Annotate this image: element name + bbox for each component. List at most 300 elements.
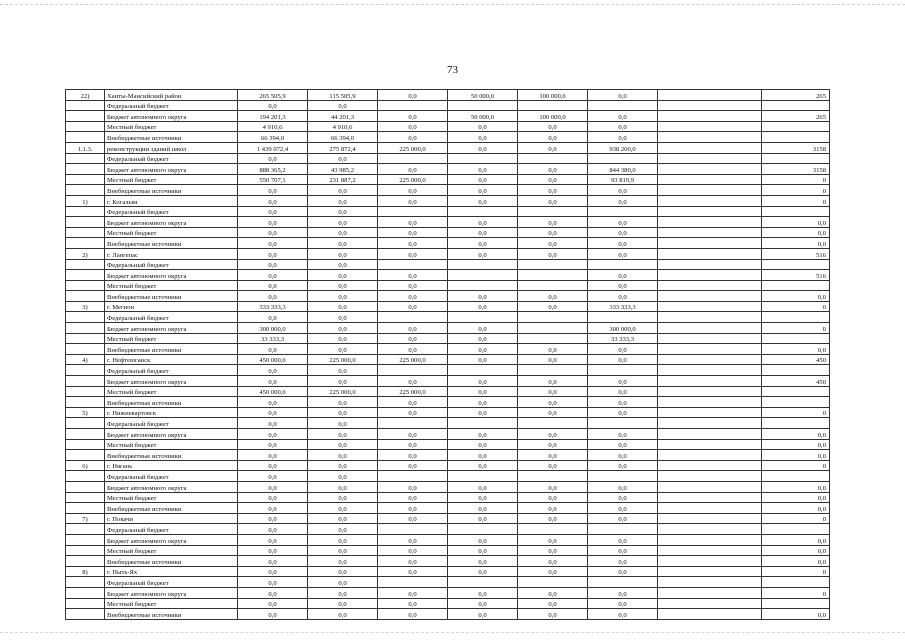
value-cell: 0,0 [448, 439, 518, 450]
value-cell: 0,0 [448, 450, 518, 461]
row-index-cell [66, 386, 105, 397]
value-cell: 0,0 [238, 238, 308, 249]
row-index-cell [66, 577, 105, 588]
value-cell [448, 524, 518, 535]
row-index-cell [66, 450, 105, 461]
value-cell: 0,0 [378, 280, 448, 291]
empty-cell [658, 174, 762, 185]
value-cell: 0,0 [588, 460, 658, 471]
value-cell: 0,0 [588, 566, 658, 577]
value-cell [378, 100, 448, 111]
empty-cell [658, 471, 762, 482]
value-cell: 0,0 [588, 545, 658, 556]
value-cell: 0,0 [448, 397, 518, 408]
last-value-cell [762, 100, 830, 111]
row-name-cell: Местный бюджет [105, 333, 238, 344]
empty-cell [658, 132, 762, 143]
row-name-cell: Местный бюджет [105, 545, 238, 556]
row-name-cell: Местный бюджет [105, 227, 238, 238]
value-cell: 0,0 [518, 609, 588, 620]
row-index-cell [66, 333, 105, 344]
empty-cell [658, 259, 762, 270]
last-value-cell [762, 365, 830, 376]
value-cell [378, 206, 448, 217]
row-name-cell: Федеральный бюджет [105, 418, 238, 429]
value-cell: 0,0 [588, 386, 658, 397]
value-cell: 0,0 [588, 132, 658, 143]
value-cell: 43 985,2 [308, 164, 378, 175]
value-cell: 0,0 [238, 312, 308, 323]
value-cell: 0,0 [448, 354, 518, 365]
value-cell: 0,0 [238, 185, 308, 196]
value-cell [588, 206, 658, 217]
value-cell [588, 153, 658, 164]
value-cell: 0,0 [518, 492, 588, 503]
value-cell: 0,0 [238, 429, 308, 440]
value-cell: 0,0 [518, 238, 588, 249]
value-cell: 0,0 [308, 460, 378, 471]
value-cell: 0,0 [238, 577, 308, 588]
row-index-cell [66, 503, 105, 514]
empty-cell [658, 100, 762, 111]
row-name-cell: Бюджет автономного округа [105, 534, 238, 545]
row-name-cell: Внебюджетные источники [105, 132, 238, 143]
value-cell: 0,0 [518, 386, 588, 397]
last-value-cell [762, 153, 830, 164]
row-name-cell: Внебюджетные источники [105, 397, 238, 408]
value-cell: 0,0 [448, 492, 518, 503]
value-cell: 0,0 [238, 407, 308, 418]
value-cell [518, 100, 588, 111]
row-index-cell: 8) [66, 566, 105, 577]
value-cell: 0,0 [588, 185, 658, 196]
value-cell: 0,0 [448, 386, 518, 397]
value-cell: 0,0 [308, 195, 378, 206]
budget-table [65, 89, 830, 620]
value-cell: 0,0 [378, 301, 448, 312]
value-cell: 0,0 [238, 195, 308, 206]
page-number: 73 [447, 64, 458, 76]
last-value-cell: 0,0 [762, 227, 830, 238]
row-name-cell: Внебюджетные источники [105, 185, 238, 196]
value-cell: 0,0 [238, 418, 308, 429]
value-cell [448, 471, 518, 482]
table-row [66, 354, 830, 365]
row-name-cell: Федеральный бюджет [105, 259, 238, 270]
value-cell [518, 333, 588, 344]
value-cell: 0,0 [588, 121, 658, 132]
value-cell: 100 000,0 [518, 111, 588, 122]
value-cell: 0,0 [518, 397, 588, 408]
row-name-cell: Бюджет автономного округа [105, 323, 238, 334]
value-cell: 0,0 [378, 217, 448, 228]
value-cell [378, 153, 448, 164]
empty-cell [658, 609, 762, 620]
table-row [66, 386, 830, 397]
row-index-cell [66, 365, 105, 376]
table-row [66, 185, 830, 196]
value-cell: 0,0 [448, 376, 518, 387]
value-cell: 0,0 [308, 259, 378, 270]
last-value-cell: 0 [762, 513, 830, 524]
row-name-cell: Федеральный бюджет [105, 524, 238, 535]
value-cell: 0,0 [308, 450, 378, 461]
value-cell: 0,0 [448, 333, 518, 344]
value-cell: 0,0 [308, 397, 378, 408]
row-index-cell: 2) [66, 248, 105, 259]
last-value-cell [762, 333, 830, 344]
value-cell: 50 000,0 [448, 90, 518, 101]
row-name-cell: Федеральный бюджет [105, 206, 238, 217]
table-row [66, 587, 830, 598]
table-row [66, 217, 830, 228]
last-value-cell [762, 132, 830, 143]
empty-cell [658, 270, 762, 281]
value-cell: 0,0 [238, 598, 308, 609]
last-value-cell [762, 524, 830, 535]
value-cell [518, 418, 588, 429]
table-row [66, 121, 830, 132]
value-cell [518, 471, 588, 482]
value-cell: 0,0 [238, 460, 308, 471]
value-cell: 0,0 [308, 100, 378, 111]
last-value-cell [762, 312, 830, 323]
last-value-cell: 0,0 [762, 217, 830, 228]
value-cell: 0,0 [378, 227, 448, 238]
value-cell: 0,0 [588, 397, 658, 408]
last-value-cell [762, 397, 830, 408]
value-cell: 1 439 072,4 [238, 142, 308, 153]
row-name-cell: г. Когалым [105, 195, 238, 206]
table-row [66, 301, 830, 312]
value-cell: 0,0 [378, 566, 448, 577]
value-cell: 265 505,9 [238, 90, 308, 101]
row-index-cell [66, 100, 105, 111]
value-cell: 0,0 [308, 323, 378, 334]
value-cell: 0,0 [308, 481, 378, 492]
empty-cell [658, 195, 762, 206]
value-cell: 0,0 [378, 185, 448, 196]
value-cell [588, 259, 658, 270]
row-name-cell: Внебюджетные источники [105, 556, 238, 567]
empty-cell [658, 407, 762, 418]
value-cell: 0,0 [378, 545, 448, 556]
value-cell: 0,0 [238, 556, 308, 567]
value-cell: 0,0 [238, 344, 308, 355]
value-cell: 0,0 [378, 333, 448, 344]
row-name-cell: Федеральный бюджет [105, 100, 238, 111]
row-index-cell [66, 481, 105, 492]
last-value-cell: 0,0 [762, 344, 830, 355]
empty-cell [658, 587, 762, 598]
last-value-cell: 3158 [762, 142, 830, 153]
value-cell: 0,0 [448, 185, 518, 196]
row-name-cell: Федеральный бюджет [105, 577, 238, 588]
value-cell: 0,0 [518, 185, 588, 196]
value-cell: 0,0 [448, 174, 518, 185]
table-row [66, 376, 830, 387]
table-row [66, 439, 830, 450]
value-cell: 0,0 [308, 344, 378, 355]
table-row [66, 142, 830, 153]
value-cell: 0,0 [378, 439, 448, 450]
value-cell: 0,0 [238, 270, 308, 281]
value-cell [378, 524, 448, 535]
row-name-cell: Внебюджетные источники [105, 291, 238, 302]
last-value-cell: 0 [762, 407, 830, 418]
value-cell [518, 259, 588, 270]
row-index-cell [66, 174, 105, 185]
empty-cell [658, 524, 762, 535]
value-cell: 0,0 [308, 524, 378, 535]
row-index-cell [66, 439, 105, 450]
value-cell: 0,0 [518, 407, 588, 418]
value-cell: 0,0 [378, 534, 448, 545]
value-cell [378, 418, 448, 429]
value-cell: 4 910,6 [308, 121, 378, 132]
empty-cell [658, 429, 762, 440]
table-row [66, 450, 830, 461]
value-cell: 0,0 [588, 195, 658, 206]
value-cell: 0,0 [588, 598, 658, 609]
row-index-cell [66, 121, 105, 132]
value-cell [448, 280, 518, 291]
value-cell [378, 471, 448, 482]
empty-cell [658, 503, 762, 514]
empty-cell [658, 312, 762, 323]
value-cell: 0,0 [588, 513, 658, 524]
value-cell: 450 000,0 [238, 354, 308, 365]
value-cell: 0,0 [448, 164, 518, 175]
table-row [66, 132, 830, 143]
value-cell [518, 206, 588, 217]
value-cell: 0,0 [588, 291, 658, 302]
row-index-cell [66, 609, 105, 620]
value-cell: 0,0 [378, 397, 448, 408]
row-name-cell: Внебюджетные источники [105, 238, 238, 249]
last-value-cell [762, 418, 830, 429]
row-name-cell: г. Покачи [105, 513, 238, 524]
value-cell: 0,0 [448, 291, 518, 302]
value-cell: 0,0 [308, 206, 378, 217]
value-cell: 0,0 [448, 301, 518, 312]
empty-cell [658, 121, 762, 132]
table-row [66, 492, 830, 503]
value-cell: 0,0 [588, 439, 658, 450]
value-cell: 0,0 [378, 195, 448, 206]
empty-cell [658, 556, 762, 567]
row-name-cell: Бюджет автономного округа [105, 217, 238, 228]
empty-cell [658, 566, 762, 577]
last-value-cell: 0 [762, 301, 830, 312]
value-cell: 0,0 [588, 217, 658, 228]
value-cell [448, 206, 518, 217]
table-row [66, 418, 830, 429]
value-cell: 0,0 [308, 227, 378, 238]
value-cell: 0,0 [308, 280, 378, 291]
value-cell: 0,0 [518, 376, 588, 387]
value-cell: 0,0 [378, 90, 448, 101]
table-row [66, 566, 830, 577]
value-cell [448, 312, 518, 323]
row-index-cell [66, 132, 105, 143]
value-cell: 0,0 [448, 556, 518, 567]
row-name-cell: Местный бюджет [105, 492, 238, 503]
value-cell: 231 887,2 [308, 174, 378, 185]
row-name-cell: г. Нефтеюганск [105, 354, 238, 365]
value-cell: 0,0 [588, 534, 658, 545]
row-index-cell [66, 111, 105, 122]
value-cell [378, 365, 448, 376]
value-cell: 0,0 [518, 450, 588, 461]
value-cell: 225 000,0 [308, 354, 378, 365]
value-cell: 225 000,0 [378, 142, 448, 153]
value-cell [588, 471, 658, 482]
value-cell: 0,0 [448, 566, 518, 577]
value-cell: 93 819,9 [588, 174, 658, 185]
value-cell: 0,0 [308, 365, 378, 376]
value-cell [518, 280, 588, 291]
row-index-cell: 22) [66, 90, 105, 101]
value-cell: 0,0 [448, 503, 518, 514]
table-row [66, 259, 830, 270]
value-cell: 0,0 [308, 291, 378, 302]
row-index-cell: 5) [66, 407, 105, 418]
value-cell: 0,0 [588, 556, 658, 567]
value-cell: 66 394,0 [308, 132, 378, 143]
empty-cell [658, 248, 762, 259]
value-cell: 0,0 [518, 534, 588, 545]
value-cell [448, 577, 518, 588]
last-value-cell: 0,0 [762, 481, 830, 492]
value-cell [448, 365, 518, 376]
empty-cell [658, 513, 762, 524]
row-index-cell [66, 471, 105, 482]
value-cell: 0,0 [308, 609, 378, 620]
value-cell: 0,0 [588, 238, 658, 249]
value-cell: 0,0 [518, 545, 588, 556]
last-value-cell: 450 [762, 354, 830, 365]
table-row [66, 111, 830, 122]
empty-cell [658, 238, 762, 249]
value-cell: 0,0 [588, 587, 658, 598]
row-index-cell [66, 492, 105, 503]
value-cell: 0,0 [518, 439, 588, 450]
table-row [66, 153, 830, 164]
value-cell [448, 270, 518, 281]
row-index-cell [66, 153, 105, 164]
empty-cell [658, 217, 762, 228]
last-value-cell: 0,0 [762, 450, 830, 461]
value-cell: 0,0 [378, 492, 448, 503]
empty-cell [658, 90, 762, 101]
value-cell: 66 394,0 [238, 132, 308, 143]
table-row [66, 344, 830, 355]
table-row [66, 174, 830, 185]
value-cell: 0,0 [518, 174, 588, 185]
table-row [66, 291, 830, 302]
value-cell: 450 000,0 [238, 386, 308, 397]
row-name-cell: г. Мегион [105, 301, 238, 312]
empty-cell [658, 291, 762, 302]
value-cell [448, 259, 518, 270]
scan-edge-bottom [0, 632, 905, 633]
table-row [66, 407, 830, 418]
table-row [66, 164, 830, 175]
value-cell: 0,0 [308, 238, 378, 249]
value-cell: 0,0 [308, 217, 378, 228]
value-cell: 0,0 [518, 195, 588, 206]
value-cell: 0,0 [378, 556, 448, 567]
value-cell: 0,0 [238, 566, 308, 577]
table-row [66, 524, 830, 535]
last-value-cell [762, 471, 830, 482]
row-index-cell: 7) [66, 513, 105, 524]
value-cell [378, 259, 448, 270]
value-cell: 550 707,1 [238, 174, 308, 185]
row-name-cell: Внебюджетные источники [105, 450, 238, 461]
empty-cell [658, 376, 762, 387]
value-cell: 0,0 [518, 598, 588, 609]
last-value-cell: 265 [762, 111, 830, 122]
value-cell: 0,0 [448, 132, 518, 143]
value-cell: 0,0 [378, 503, 448, 514]
value-cell: 0,0 [308, 407, 378, 418]
row-index-cell: 4) [66, 354, 105, 365]
row-name-cell: Местный бюджет [105, 121, 238, 132]
value-cell: 0,0 [238, 153, 308, 164]
table-row [66, 365, 830, 376]
value-cell: 0,0 [308, 185, 378, 196]
row-name-cell: Федеральный бюджет [105, 365, 238, 376]
value-cell: 0,0 [448, 195, 518, 206]
empty-cell [658, 301, 762, 312]
empty-cell [658, 397, 762, 408]
value-cell: 0,0 [518, 301, 588, 312]
last-value-cell [762, 259, 830, 270]
row-index-cell: 3) [66, 301, 105, 312]
row-name-cell: Бюджет автономного округа [105, 376, 238, 387]
last-value-cell [762, 386, 830, 397]
value-cell [448, 418, 518, 429]
value-cell: 938 200,0 [588, 142, 658, 153]
table-row [66, 100, 830, 111]
row-name-cell: Федеральный бюджет [105, 312, 238, 323]
value-cell [588, 365, 658, 376]
empty-cell [658, 206, 762, 217]
value-cell: 0,0 [308, 598, 378, 609]
empty-cell [658, 598, 762, 609]
value-cell: 0,0 [308, 376, 378, 387]
empty-cell [658, 418, 762, 429]
value-cell: 0,0 [378, 248, 448, 259]
value-cell: 44 201,3 [308, 111, 378, 122]
value-cell: 0,0 [238, 217, 308, 228]
value-cell: 0,0 [238, 365, 308, 376]
value-cell [588, 100, 658, 111]
last-value-cell: 0 [762, 174, 830, 185]
value-cell: 0,0 [518, 587, 588, 598]
value-cell: 0,0 [308, 556, 378, 567]
value-cell: 300 000,0 [238, 323, 308, 334]
table-row [66, 90, 830, 101]
value-cell: 0,0 [448, 481, 518, 492]
row-index-cell [66, 238, 105, 249]
empty-cell [658, 111, 762, 122]
row-name-cell: Внебюджетные источники [105, 344, 238, 355]
value-cell: 0,0 [378, 481, 448, 492]
table-row [66, 534, 830, 545]
